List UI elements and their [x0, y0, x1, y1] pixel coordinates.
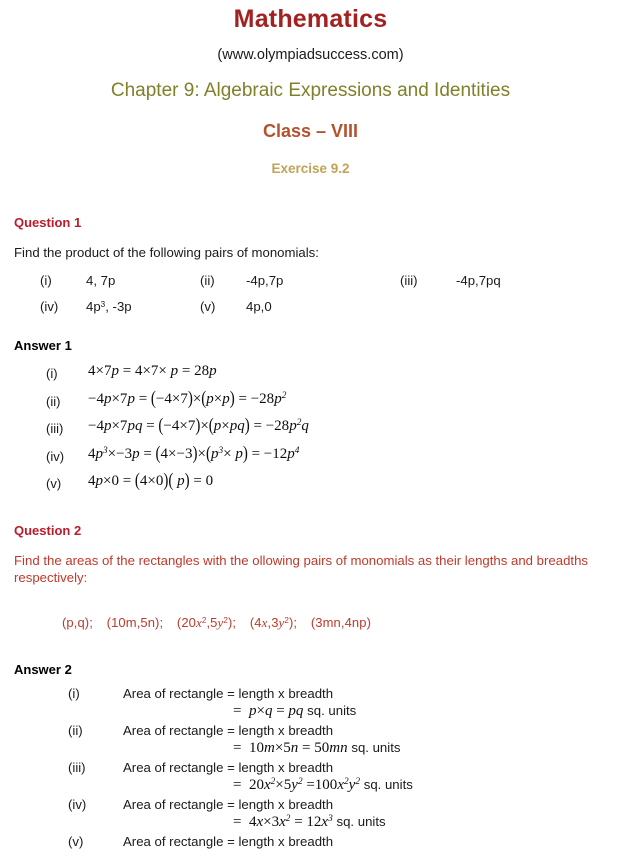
- document-header: [0, 0, 621, 176]
- monomial-pairs-list: [14, 615, 607, 631]
- item-number: (iv): [68, 796, 87, 812]
- math-expression: = $20x^2\times 5y^2 =100x^2y^2$ sq. units: [233, 776, 413, 793]
- item-value: $4p^3$, -3p: [86, 298, 132, 314]
- answer-1-list: [14, 363, 607, 501]
- answer-1-row: [14, 418, 607, 446]
- area-formula-text: Area of rectangle = length x breadth: [123, 722, 334, 738]
- item-number: (ii): [46, 393, 61, 409]
- question-2-heading: Question 2: [14, 522, 82, 538]
- item-number: (iii): [46, 421, 64, 437]
- question-2-prompt: [14, 552, 589, 588]
- area-formula-text: Area of rectangle = length x breadth: [123, 833, 334, 849]
- item-value: -4p,7pq: [456, 272, 501, 288]
- units-label: sq. units: [336, 813, 386, 829]
- class-label: Class – VIII: [262, 121, 359, 142]
- pair-3: $(20x^2,5y^2)$;: [176, 615, 237, 631]
- item-number: (v): [200, 298, 216, 314]
- question-1-row: [14, 299, 607, 325]
- math-expression: $-4p\times 7p = (-4\times 7)\times(p\times p) = -28p^2$: [88, 388, 287, 410]
- answer-2-row: [14, 686, 607, 723]
- question-1-items: [14, 273, 607, 325]
- math-expression: 4p×0 = (4×0)( p) = 0: [88, 471, 214, 492]
- item-number: (iii): [68, 759, 86, 775]
- answer-1-row: [14, 363, 607, 391]
- units-label: sq. units: [307, 702, 357, 718]
- question-1-prompt: Find the product of the following pairs of monomials:: [14, 245, 319, 261]
- item-number: (ii): [68, 722, 83, 738]
- item-number: (iii): [400, 272, 418, 288]
- area-formula-text: Area of rectangle = length x breadth: [123, 685, 334, 701]
- math-expression: $-4p\times 7pq = (-4\times 7)\times(p\times pq) = -28p^2q$: [88, 416, 309, 437]
- chapter-title: Chapter 9: Algebraic Expressions and Identities: [110, 80, 511, 102]
- math-expression: $4p^3\times-3p = (4\times-3)\times(p^3\times p) = -12p^4$: [88, 443, 300, 465]
- item-number: (iv): [40, 298, 59, 314]
- item-number: (iv): [46, 448, 65, 464]
- answer-2-row: [14, 834, 607, 856]
- item-number: (v): [68, 833, 84, 849]
- math-expression: = $4x\times 3x^2 = 12x^3$ sq. units: [233, 813, 386, 830]
- answer-1-heading: Answer 1: [14, 337, 72, 353]
- item-number: (i): [46, 366, 58, 382]
- area-formula-text: Area of rectangle = length x breadth: [123, 796, 334, 812]
- answer-2-row: [14, 797, 607, 834]
- pair-5: (3mn,4np): [310, 615, 372, 631]
- answer-2-row: [14, 723, 607, 760]
- math-expression: 4×7p = 4×7× p = 28p: [88, 363, 217, 380]
- item-number: (i): [68, 685, 80, 701]
- item-number: (v): [46, 476, 62, 492]
- units-label: sq. units: [363, 776, 413, 792]
- item-value: -4p,7p: [246, 272, 284, 288]
- exercise-label: Exercise 9.2: [271, 160, 350, 176]
- item-value: 4, 7p: [86, 272, 116, 288]
- question-1-heading: Question 1: [14, 215, 82, 231]
- page-title: Mathematics: [233, 5, 388, 33]
- question-1-row: [14, 273, 607, 299]
- math-expression: = 10m×5n = 50mn sq. units: [233, 739, 401, 756]
- math-expression: = p×q = pq sq. units: [233, 702, 357, 719]
- pair-2: (10m,5n);: [106, 615, 164, 631]
- question-2-prompt-line1: Find the areas of the rectangles with the ollowing pairs of monomials as their lengths and: [14, 552, 533, 568]
- units-label: sq. units: [351, 739, 401, 755]
- answer-2-row: [14, 760, 607, 797]
- answer-1-row: [14, 388, 607, 419]
- site-url: (www.olympiadsuccess.com): [217, 46, 404, 63]
- answer-2-heading: Answer 2: [14, 662, 72, 678]
- answer-1-row: [14, 473, 607, 501]
- item-number: (ii): [200, 272, 215, 288]
- pair-1: (p,q);: [62, 615, 93, 631]
- question-2-prompt-line2: breadths respectively:: [14, 552, 588, 586]
- item-number: (i): [40, 272, 52, 288]
- answer-2-list: [14, 686, 607, 856]
- pair-4: $(4x,3y^2)$;: [249, 615, 298, 631]
- area-formula-text: Area of rectangle = length x breadth: [123, 759, 334, 775]
- document-body: [0, 215, 621, 855]
- item-value: 4p,0: [246, 298, 272, 314]
- answer-1-row: [14, 443, 607, 474]
